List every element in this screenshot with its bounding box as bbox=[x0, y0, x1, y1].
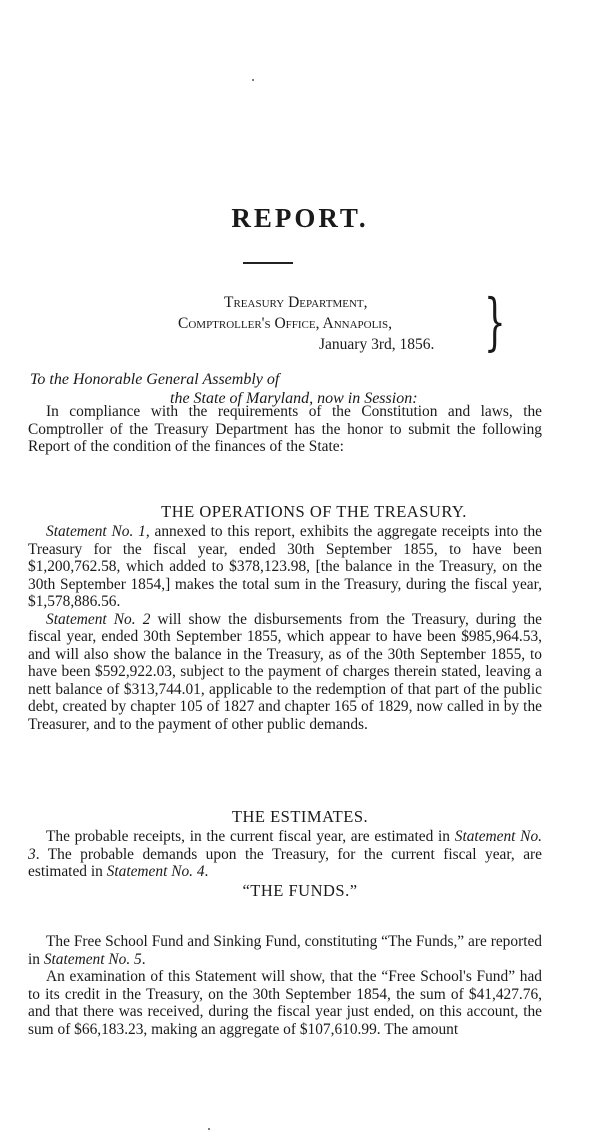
section-heading-estimates: THE ESTIMATES. bbox=[231, 807, 369, 826]
statement-ref: Statement No. 4 bbox=[106, 863, 205, 880]
paragraph-text: . bbox=[141, 950, 146, 968]
statement-ref: Statement No. 1 bbox=[46, 523, 146, 540]
dateline-office: Comptroller's Office, Annapolis, bbox=[178, 315, 392, 332]
operations-body bbox=[28, 523, 542, 733]
paragraph-text: The probable receipts, in the current fiscal year, are estimated in bbox=[46, 828, 455, 845]
estimates-paragraph bbox=[28, 828, 542, 881]
funds-paragraph-1 bbox=[28, 933, 542, 968]
paragraph-text: . The probable demands upon the Treasury, for the current fiscal year, are estimated in bbox=[28, 845, 542, 880]
funds-paragraph-2: An examination of this Statement will show, that the “Free School's Fund” had to its credit in the Treasury, on the 30th September 1854, the sum of $41,427.76, and that there was received, during the fiscal year just ended, on this account, the sum of $66,183.23, making an aggregate of $107,610.99. The amount bbox=[28, 968, 542, 1038]
salutation-line-1: To the Honorable General Assembly of bbox=[30, 371, 280, 388]
statement-ref: Statement No. 3 bbox=[28, 828, 542, 863]
dateline-department: Treasury Department, bbox=[224, 294, 368, 311]
dateline-brace: } bbox=[484, 285, 506, 358]
section-heading-operations: THE OPERATIONS OF THE TREASURY. bbox=[161, 502, 467, 521]
salutation-line-2: the State of Maryland, now in Session: bbox=[170, 390, 418, 407]
paragraph-text: will show the disbursements from the Treasury, during the fiscal year, ended 30th September 1855, which appear to have been $985,964.53, and will also show the balance in the Treasury, as of the 30th September 1855, to have been $592,922.03, subject to the payment of charges therein stated, leaving a nett balance of $313,744.01, applicable to the redemption of that part of the public debt, created by chapter 105 of 1827 and chapter 165 of 1829, now called in by the Treasurer, and to the payment of other public demands. bbox=[28, 610, 542, 733]
report-title: REPORT. bbox=[231, 203, 369, 233]
statement-ref: Statement No. 5 bbox=[43, 950, 142, 968]
funds-body bbox=[28, 933, 542, 1038]
speck bbox=[208, 1128, 210, 1130]
speck bbox=[252, 79, 254, 81]
operations-paragraph-2 bbox=[28, 611, 542, 734]
intro-paragraph-block bbox=[28, 403, 542, 456]
estimates-body bbox=[28, 828, 542, 881]
dateline-block bbox=[150, 292, 472, 355]
section-heading-funds: “THE FUNDS.” bbox=[242, 881, 358, 900]
paragraph-text: The Free School Fund and Sinking Fund, constituting “The Funds,” are reported in bbox=[28, 933, 542, 968]
paragraph-text: , annexed to this report, exhibits the aggregate receipts into the Treasury for the fiscal year, ended 30th September 1855, to have been $1,200,762.58, which added to $378,123.98, [the balance in the Treasury, on the 30th September 1854,] makes the total sum in the Treasury, during the fiscal year, $1,578,886.56. bbox=[28, 523, 543, 610]
paragraph-text: . bbox=[204, 863, 209, 880]
intro-paragraph: In compliance with the requirements of the Constitution and laws, the Comptroller of the Treasury Department has the honor to submit the following Report of the condition of the finances of the State: bbox=[28, 403, 542, 455]
title-rule bbox=[243, 262, 293, 264]
dateline-date: January 3rd, 1856. bbox=[319, 336, 435, 353]
operations-paragraph-1 bbox=[28, 523, 542, 611]
statement-ref: Statement No. 2 bbox=[46, 610, 151, 628]
